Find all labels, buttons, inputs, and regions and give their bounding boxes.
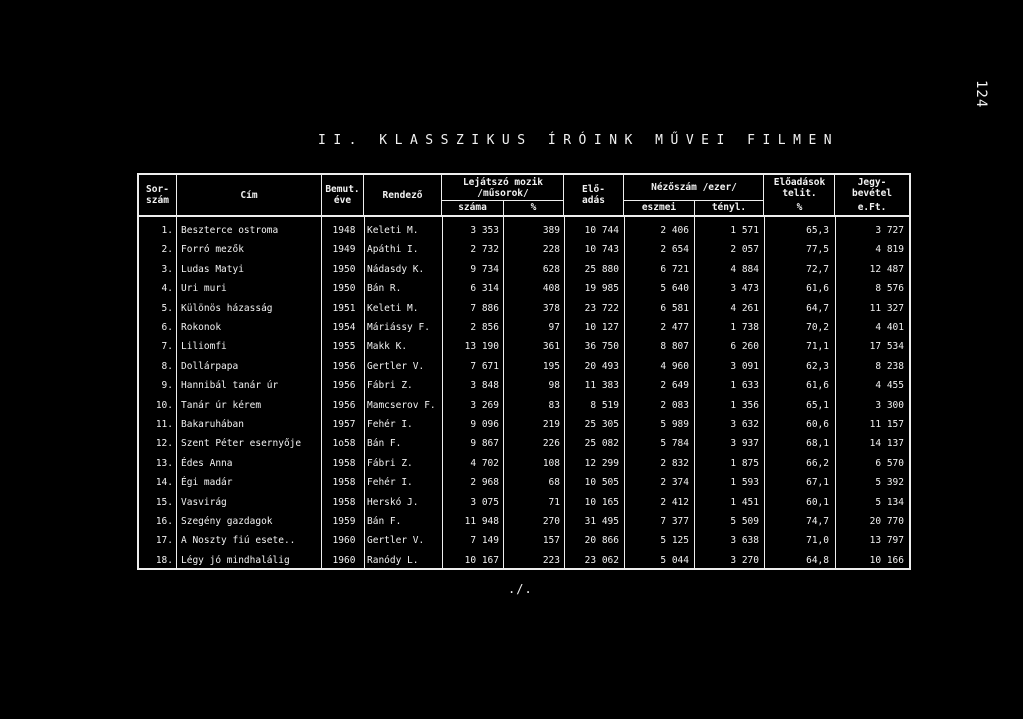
cell-mozik-szama: 2 856 xyxy=(470,322,499,333)
cell-cim: Tanár úr kérem xyxy=(181,399,262,411)
cell-eloadas: 25 082 xyxy=(584,438,619,450)
cell-eloadas: 8 519 xyxy=(590,399,619,411)
cell-telit: 74,7 xyxy=(806,516,829,527)
cell-eloadas: 20 866 xyxy=(584,535,619,547)
cell-bemut: 1955 xyxy=(332,341,356,353)
cell-eszmei: 4 960 xyxy=(660,360,689,372)
cell-mozik-pct: 68 xyxy=(548,477,560,489)
cell-mozik-pct: 71 xyxy=(548,496,560,508)
cell-cim: A Noszty fiú esete.. xyxy=(181,535,296,547)
cell-mozik-szama: 7 149 xyxy=(470,535,499,547)
cell-mozik-pct: 223 xyxy=(542,554,560,566)
header-lejatszo-group xyxy=(442,175,564,215)
cell-jegy: 3 300 xyxy=(875,399,904,411)
table-row xyxy=(139,337,909,356)
cell-bemut: 1958 xyxy=(332,457,356,469)
cell-eloadas: 10 127 xyxy=(584,322,619,333)
cell-sorszam: 15. xyxy=(155,496,173,508)
cell-jegy: 3 727 xyxy=(875,225,904,236)
cell-telit: 65,1 xyxy=(806,399,829,411)
header-eloadasok: Előadások telit. xyxy=(773,177,826,199)
cell-mozik-pct: 83 xyxy=(548,399,560,411)
cell-sorszam: 9. xyxy=(161,380,173,392)
cell-bemut: 1949 xyxy=(332,244,356,256)
cell-rendezo: Herskó J. xyxy=(367,496,419,508)
cell-bemut: 1951 xyxy=(332,302,356,314)
cell-cim: Rokonok xyxy=(181,322,222,333)
cell-sorszam: 10. xyxy=(155,399,173,411)
cell-eszmei: 5 125 xyxy=(660,535,689,547)
table-body xyxy=(139,217,909,568)
cell-telit: 61,6 xyxy=(806,380,829,392)
cell-telit: 71,0 xyxy=(806,535,829,547)
cell-telit: 68,1 xyxy=(806,438,829,450)
cell-mozik-pct: 219 xyxy=(542,419,560,430)
cell-jegy: 11 157 xyxy=(869,419,904,430)
cell-telit: 65,3 xyxy=(806,225,829,236)
cell-cim: Beszterce ostroma xyxy=(181,225,279,236)
header-nezoszam: Nézőszám /ezer/ xyxy=(651,182,737,193)
cell-sorszam: 18. xyxy=(155,554,173,566)
cell-telit: 77,5 xyxy=(806,244,829,256)
cell-rendezo: Gertler V. xyxy=(367,360,425,372)
cell-eszmei: 6 721 xyxy=(660,263,689,275)
cell-rendezo: Fehér I. xyxy=(367,419,413,430)
cell-jegy: 4 455 xyxy=(875,380,904,392)
cell-rendezo: Bán F. xyxy=(367,516,402,527)
cell-tenyl: 3 937 xyxy=(730,438,759,450)
cell-mozik-pct: 108 xyxy=(542,457,560,469)
cell-mozik-szama: 11 948 xyxy=(464,516,499,527)
cell-mozik-szama: 3 269 xyxy=(470,399,499,411)
cell-tenyl: 3 473 xyxy=(730,283,759,295)
cell-eloadas: 20 493 xyxy=(584,360,619,372)
header-eloadas: Elő- adás xyxy=(564,175,624,215)
header-jegy-unit: e.Ft. xyxy=(857,202,887,213)
cell-mozik-pct: 628 xyxy=(542,263,560,275)
table-header xyxy=(139,175,909,217)
cell-eloadas: 23 062 xyxy=(584,554,619,566)
cell-cim: Vasvirág xyxy=(181,496,227,508)
cell-mozik-szama: 2 732 xyxy=(470,244,499,256)
cell-mozik-pct: 228 xyxy=(542,244,560,256)
cell-bemut: 1o58 xyxy=(332,438,356,450)
header-lejatszo-pct: % xyxy=(530,202,537,213)
cell-mozik-pct: 157 xyxy=(542,535,560,547)
table-row xyxy=(139,531,909,550)
cell-eloadas: 25 305 xyxy=(584,419,619,430)
cell-cim: Hannibál tanár úr xyxy=(181,380,279,392)
table-row xyxy=(139,357,909,376)
cell-rendezo: Apáthi I. xyxy=(367,244,419,256)
header-tenyl: tényl. xyxy=(711,202,747,213)
table-row xyxy=(139,396,909,415)
cell-rendezo: Mamcserov F. xyxy=(367,399,436,411)
table-row xyxy=(139,318,909,337)
table-row xyxy=(139,493,909,512)
cell-tenyl: 1 451 xyxy=(730,496,759,508)
cell-bemut: 1954 xyxy=(332,322,356,333)
cell-bemut: 1960 xyxy=(332,535,356,547)
cell-eloadas: 12 299 xyxy=(584,457,619,469)
cell-bemut: 1950 xyxy=(332,283,356,295)
cell-bemut: 1948 xyxy=(332,225,356,236)
cell-tenyl: 3 632 xyxy=(730,419,759,430)
cell-eszmei: 6 581 xyxy=(660,302,689,314)
cell-mozik-szama: 4 702 xyxy=(470,457,499,469)
cell-jegy: 8 576 xyxy=(875,283,904,295)
cell-eloadas: 23 722 xyxy=(584,302,619,314)
cell-rendezo: Gertler V. xyxy=(367,535,425,547)
cell-mozik-pct: 408 xyxy=(542,283,560,295)
cell-rendezo: Makk K. xyxy=(367,341,408,353)
cell-tenyl: 1 633 xyxy=(730,380,759,392)
cell-sorszam: 2. xyxy=(161,244,173,256)
cell-mozik-szama: 7 671 xyxy=(470,360,499,372)
table-row xyxy=(139,454,909,473)
header-cim: Cím xyxy=(177,175,322,215)
footer-mark: ./. xyxy=(508,582,533,596)
cell-tenyl: 1 356 xyxy=(730,399,759,411)
cell-tenyl: 4 884 xyxy=(730,263,759,275)
cell-rendezo: Keleti M. xyxy=(367,302,419,314)
cell-eszmei: 2 649 xyxy=(660,380,689,392)
cell-mozik-szama: 9 867 xyxy=(470,438,499,450)
cell-telit: 60,6 xyxy=(806,419,829,430)
cell-tenyl: 1 593 xyxy=(730,477,759,489)
cell-tenyl: 2 057 xyxy=(730,244,759,256)
page-number: 124 xyxy=(973,80,989,109)
cell-eloadas: 10 744 xyxy=(584,225,619,236)
header-eloadasok-group xyxy=(764,175,835,215)
cell-sorszam: 12. xyxy=(155,438,173,450)
cell-tenyl: 1 875 xyxy=(730,457,759,469)
cell-rendezo: Fábri Z. xyxy=(367,457,413,469)
cell-tenyl: 4 261 xyxy=(730,302,759,314)
cell-eszmei: 5 989 xyxy=(660,419,689,430)
cell-jegy: 14 137 xyxy=(869,438,904,450)
cell-jegy: 10 166 xyxy=(869,554,904,566)
cell-tenyl: 1 738 xyxy=(730,322,759,333)
cell-mozik-szama: 3 075 xyxy=(470,496,499,508)
cell-eloadas: 10 165 xyxy=(584,496,619,508)
cell-mozik-pct: 270 xyxy=(542,516,560,527)
cell-tenyl: 1 571 xyxy=(730,225,759,236)
cell-telit: 71,1 xyxy=(806,341,829,353)
cell-eszmei: 2 374 xyxy=(660,477,689,489)
cell-jegy: 11 327 xyxy=(869,302,904,314)
cell-mozik-szama: 6 314 xyxy=(470,283,499,295)
table-row xyxy=(139,512,909,531)
cell-jegy: 20 770 xyxy=(869,516,904,527)
cell-eszmei: 2 654 xyxy=(660,244,689,256)
cell-mozik-szama: 2 968 xyxy=(470,477,499,489)
cell-mozik-szama: 10 167 xyxy=(464,554,499,566)
cell-cim: Uri muri xyxy=(181,283,227,295)
cell-mozik-pct: 226 xyxy=(542,438,560,450)
cell-eszmei: 2 832 xyxy=(660,457,689,469)
cell-sorszam: 1. xyxy=(161,225,173,236)
cell-mozik-szama: 3 848 xyxy=(470,380,499,392)
cell-telit: 70,2 xyxy=(806,322,829,333)
table-row xyxy=(139,279,909,298)
cell-telit: 67,1 xyxy=(806,477,829,489)
cell-sorszam: 13. xyxy=(155,457,173,469)
cell-eloadas: 25 880 xyxy=(584,263,619,275)
cell-sorszam: 8. xyxy=(161,360,173,372)
cell-eszmei: 2 083 xyxy=(660,399,689,411)
header-sorszam: Sor- szám xyxy=(139,175,177,215)
header-nezoszam-group xyxy=(624,175,764,215)
cell-cim: Égi madár xyxy=(181,477,233,489)
cell-tenyl: 3 638 xyxy=(730,535,759,547)
cell-sorszam: 17. xyxy=(155,535,173,547)
cell-eloadas: 19 985 xyxy=(584,283,619,295)
cell-bemut: 1956 xyxy=(332,399,356,411)
cell-telit: 60,1 xyxy=(806,496,829,508)
cell-eszmei: 2 406 xyxy=(660,225,689,236)
cell-telit: 66,2 xyxy=(806,457,829,469)
cell-jegy: 4 819 xyxy=(875,244,904,256)
cell-telit: 62,3 xyxy=(806,360,829,372)
cell-cim: Liliomfi xyxy=(181,341,227,353)
cell-telit: 64,8 xyxy=(806,554,829,566)
cell-tenyl: 3 091 xyxy=(730,360,759,372)
data-table xyxy=(137,173,911,570)
cell-sorszam: 3. xyxy=(161,263,173,275)
table-row xyxy=(139,240,909,259)
cell-bemut: 1959 xyxy=(332,516,356,527)
cell-sorszam: 7. xyxy=(161,341,173,353)
cell-rendezo: Ranódy L. xyxy=(367,554,419,566)
cell-mozik-pct: 97 xyxy=(548,322,560,333)
cell-mozik-pct: 389 xyxy=(542,225,560,236)
cell-tenyl: 5 509 xyxy=(730,516,759,527)
cell-eloadas: 10 505 xyxy=(584,477,619,489)
cell-rendezo: Máriássy F. xyxy=(367,322,430,333)
cell-mozik-szama: 13 190 xyxy=(464,341,499,353)
cell-mozik-szama: 7 886 xyxy=(470,302,499,314)
cell-tenyl: 3 270 xyxy=(730,554,759,566)
cell-eloadas: 11 383 xyxy=(584,380,619,392)
table-row xyxy=(139,221,909,240)
cell-cim: Szent Péter esernyője xyxy=(181,438,302,450)
cell-bemut: 1956 xyxy=(332,380,356,392)
cell-mozik-szama: 9 734 xyxy=(470,263,499,275)
cell-rendezo: Keleti M. xyxy=(367,225,419,236)
cell-cim: Bakaruhában xyxy=(181,419,244,430)
cell-telit: 72,7 xyxy=(806,263,829,275)
cell-bemut: 1958 xyxy=(332,477,356,489)
cell-jegy: 4 401 xyxy=(875,322,904,333)
cell-jegy: 5 134 xyxy=(875,496,904,508)
table-row xyxy=(139,376,909,395)
cell-mozik-pct: 361 xyxy=(542,341,560,353)
cell-eszmei: 5 044 xyxy=(660,554,689,566)
cell-cim: Édes Anna xyxy=(181,457,233,469)
cell-cim: Ludas Matyi xyxy=(181,263,244,275)
header-lejatszo: Lejátszó mozik /műsorok/ xyxy=(462,177,544,199)
cell-jegy: 12 487 xyxy=(869,263,904,275)
page-title: II. KLASSZIKUS ÍRÓINK MŰVEI FILMEN xyxy=(318,133,840,148)
cell-eszmei: 7 377 xyxy=(660,516,689,527)
cell-bemut: 1957 xyxy=(332,419,356,430)
cell-eszmei: 5 784 xyxy=(660,438,689,450)
cell-telit: 64,7 xyxy=(806,302,829,314)
cell-jegy: 8 238 xyxy=(875,360,904,372)
cell-rendezo: Fábri Z. xyxy=(367,380,413,392)
cell-bemut: 1950 xyxy=(332,263,356,275)
header-eszmei: eszmei xyxy=(641,202,677,213)
header-eloadasok-pct: % xyxy=(796,202,803,213)
cell-tenyl: 6 260 xyxy=(730,341,759,353)
cell-cim: Forró mezők xyxy=(181,244,244,256)
cell-eszmei: 5 640 xyxy=(660,283,689,295)
header-jegy: Jegy- bevétel xyxy=(851,177,893,199)
cell-mozik-pct: 378 xyxy=(542,302,560,314)
table-row xyxy=(139,551,909,570)
cell-sorszam: 11. xyxy=(155,419,173,430)
cell-cim: Légy jó mindhalálig xyxy=(181,554,290,566)
cell-jegy: 13 797 xyxy=(869,535,904,547)
header-bemut: Bemut. éve xyxy=(322,175,364,215)
header-jegy-group xyxy=(835,175,909,215)
cell-rendezo: Fehér I. xyxy=(367,477,413,489)
table-row xyxy=(139,260,909,279)
cell-sorszam: 14. xyxy=(155,477,173,489)
cell-mozik-szama: 9 096 xyxy=(470,419,499,430)
header-lejatszo-szama: száma xyxy=(458,202,487,213)
cell-rendezo: Nádasdy K. xyxy=(367,263,425,275)
header-rendezo: Rendező xyxy=(364,175,442,215)
cell-mozik-szama: 3 353 xyxy=(470,225,499,236)
table-row xyxy=(139,415,909,434)
cell-sorszam: 6. xyxy=(161,322,173,333)
cell-sorszam: 4. xyxy=(161,283,173,295)
table-row xyxy=(139,434,909,453)
cell-mozik-pct: 98 xyxy=(548,380,560,392)
cell-eszmei: 2 477 xyxy=(660,322,689,333)
cell-eloadas: 31 495 xyxy=(584,516,619,527)
table-row xyxy=(139,473,909,492)
cell-cim: Különös házasság xyxy=(181,302,273,314)
cell-jegy: 17 534 xyxy=(869,341,904,353)
cell-bemut: 1960 xyxy=(332,554,356,566)
cell-telit: 61,6 xyxy=(806,283,829,295)
cell-cim: Dollárpapa xyxy=(181,360,239,372)
cell-bemut: 1958 xyxy=(332,496,356,508)
cell-sorszam: 16. xyxy=(155,516,173,527)
table-row xyxy=(139,299,909,318)
cell-mozik-pct: 195 xyxy=(542,360,560,372)
cell-eloadas: 10 743 xyxy=(584,244,619,256)
cell-cim: Szegény gazdagok xyxy=(181,516,273,527)
cell-eszmei: 2 412 xyxy=(660,496,689,508)
cell-jegy: 6 570 xyxy=(875,457,904,469)
cell-sorszam: 5. xyxy=(161,302,173,314)
cell-bemut: 1956 xyxy=(332,360,356,372)
cell-rendezo: Bán R. xyxy=(367,283,402,295)
cell-eloadas: 36 750 xyxy=(584,341,619,353)
cell-rendezo: Bán F. xyxy=(367,438,402,450)
cell-eszmei: 8 807 xyxy=(660,341,689,353)
cell-jegy: 5 392 xyxy=(875,477,904,489)
